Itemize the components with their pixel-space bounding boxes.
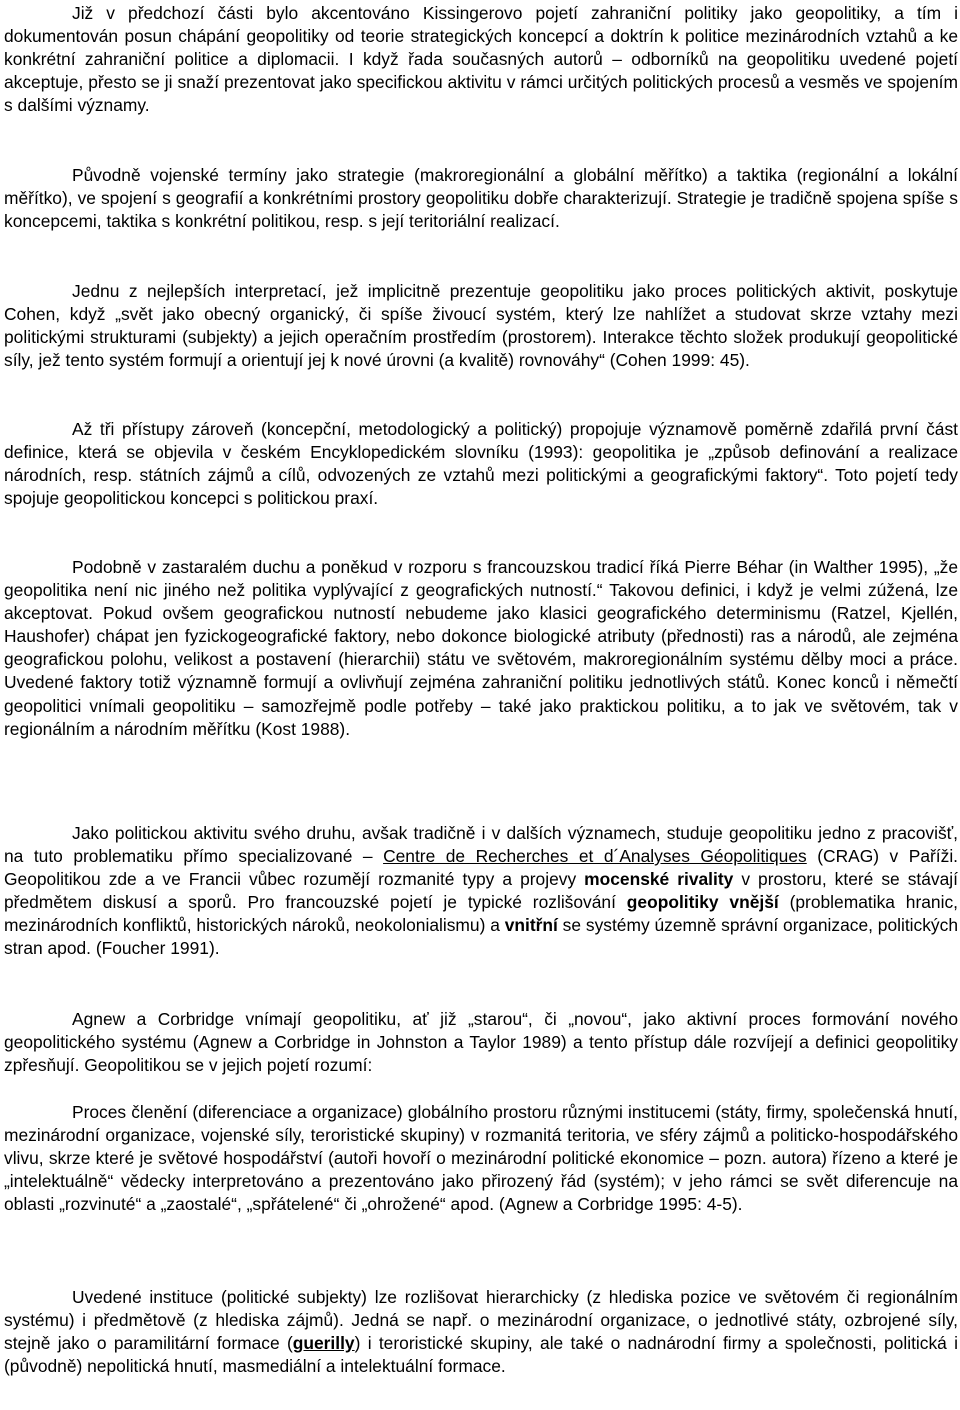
paragraph-3: Jednu z nejlepších interpretací, jež implicitně prezentuje geopolitiku jako proces politických aktivit, poskytuje Cohen, když „svět jako obecný organický, či spíše živoucí systém, který lze nahlížet a studovat skrze vztahy mezi politickými strukturami (subjekty) a jejich operačním prostředím (prostorem). Interakce těchto složek produkují geopolitické síly, jež tento systém formují a orientují jej k nové úrovni (a kvalitě) rovnováhy“ (Cohen 1999: 45).	[4, 281, 958, 371]
paragraph-6-text-b: (CRAG) v Paříži. Geopolitikou zde a ve Francii vůbec rozumějí rozmanité typy a projevy	[4, 846, 959, 890]
crag-link[interactable]: Centre de Recherches et d´Analyses Géopolitiques	[383, 846, 807, 867]
guerilly-link[interactable]: guerilly	[292, 1333, 355, 1354]
bold-term-mocenske-rivality: mocenské rivality	[584, 869, 734, 890]
paragraph-6-text-d: (problematika hranic, mezinárodních konfliktů, historických nároků, neokolonialismu) a	[4, 892, 958, 936]
paragraph-9-text-a: Uvedené instituce (politické subjekty) lze rozlišovat hierarchicky (z hlediska pozice ve světovém či regionálním systému) i předmětově (z hlediska zájmů). Jedná se např. o mezinárodní organizace, o jednotlivé státy, ozbrojené síly, stejně jako o paramilitární formace (	[4, 1287, 958, 1354]
paragraph-6-text-c: v prostoru, které se stávají předmětem diskusí a sporů. Pro francouzské pojetí je typické rozlišování	[4, 869, 958, 913]
paragraph-8: Proces členění (diferenciace a organizace) globálního prostoru různými institucemi (státy, firmy, společenská hnutí, mezinárodní organizace, vojenské síly, teroristické skupiny) v rozmanitá teritoria, ve sféry zájmů a politicko-hospodářského vlivu, skrze které je světové hospodářství (autoři hovoří o mezinárodní politické ekonomice – pozn. autora) řízeno a které je „intelektuálně“ vědecky interpretováno a prezentováno jako přirozený řád (systém); v jeho rámci se svět diferencuje na oblasti „rozvinuté“ a „zaostalé“, „spřátelené“ či „ohrožené“ apod. (Agnew a Corbridge 1995: 4-5).	[4, 1102, 958, 1215]
paragraph-6-text-a: Jako politickou aktivitu svého druhu, avšak tradičně i v dalších významech, studuje geopolitiku jedno z pracovišť, na tuto problematiku přímo specializované –	[4, 823, 958, 867]
bold-term-vnitrni: vnitřní	[504, 915, 558, 936]
paragraph-9	[4, 1286, 958, 1378]
paragraph-7: Agnew a Corbridge vnímají geopolitiku, ať již „starou“, či „novou“, jako aktivní proces formování nového geopolitického systému (Agnew a Corbridge in Johnston a Taylor 1989) a tento přístup dále rozvíjejí a definici geopolitiky zpřesňují. Geopolitikou se v jejich pojetí rozumí:	[4, 1009, 958, 1076]
paragraph-1: Již v předchozí části bylo akcentováno Kissingerovo pojetí zahraniční politiky jako geopolitiky, a tím i dokumentován posun chápání geopolitiky od teorie strategických koncepcí a doktrín k politice mezinárodních vztahů a ke konkrétní zahraniční politice a diplomacii. I když řada současných autorů – odborníků na geopolitiku uvedené pojetí akceptuje, přesto se ji snaží prezentovat jako specifickou aktivitu v rámci určitých politických procesů a vesměs ve spojením s dalšími významy.	[4, 3, 958, 116]
paragraph-4: Až tři přístupy zároveň (koncepční, metodologický a politický) propojuje významově poměrně zdařilá první část definice, která se objevila v českém Encyklopedickém slovníku (1993): geopolitika je „způsob definování a realizace národních, resp. státních zájmů a cílů, odvozených ze vztahů mezi politickými a geografickými faktory“. Toto pojetí tedy spojuje geopolitickou koncepci s politickou praxí.	[4, 419, 958, 509]
bold-term-geopolitiky-vnejsi: geopolitiky vnější	[626, 892, 779, 913]
paragraph-5: Podobně v zastaralém duchu a poněkud v rozporu s francouzskou tradicí říká Pierre Béhar (in Walther 1995), „že geopolitika není nic jiného než politika vyplývající z geografických nutností.“ Takovou definici, i když je velmi zúžená, lze akceptovat. Pokud ovšem geografickou nutností nebudeme jako klasici geografického determinismu (Ratzel, Kjellén, Haushofer) chápat jen fyzickogeografické faktory, nebo dokonce biologické atributy (přednosti) ras a národů, ale zejména geografickou polohu, velikost a postavení (hierarchii) státu ve světovém, makroregionálním systému dělby moci a práce. Uvedené faktory totiž významně formují a ovlivňují zejména zahraniční politiku jednotlivých států. Konec konců i němečtí geopolitici vnímali geopolitiku – samozřejmě podle potřeby – také jako praktickou politiku, a to jak ve světovém, tak v regionálním a národním měřítku (Kost 1988).	[4, 557, 958, 739]
paragraph-6-text-e: se systémy územně správní organizace, politických stran apod. (Foucher 1991).	[4, 915, 958, 959]
document-page	[4, 0, 958, 1410]
paragraph-6	[4, 822, 958, 961]
paragraph-2: Původně vojenské termíny jako strategie (makroregionální a globální měřítko) a taktika (regionální a lokální měřítko), ve spojení s geografií a konkrétními prostory geopolitiku dobře charakterizují. Strategie je tradičně spojena spíše s koncepcemi, taktika s konkrétní politikou, resp. s její teritoriální realizací.	[4, 165, 958, 232]
paragraph-9-text-b: ) i teroristické skupiny, ale také o nadnárodní firmy a společnosti, politická i (původně) nepolitická hnutí, masmediální a intelektuální formace.	[4, 1333, 958, 1377]
